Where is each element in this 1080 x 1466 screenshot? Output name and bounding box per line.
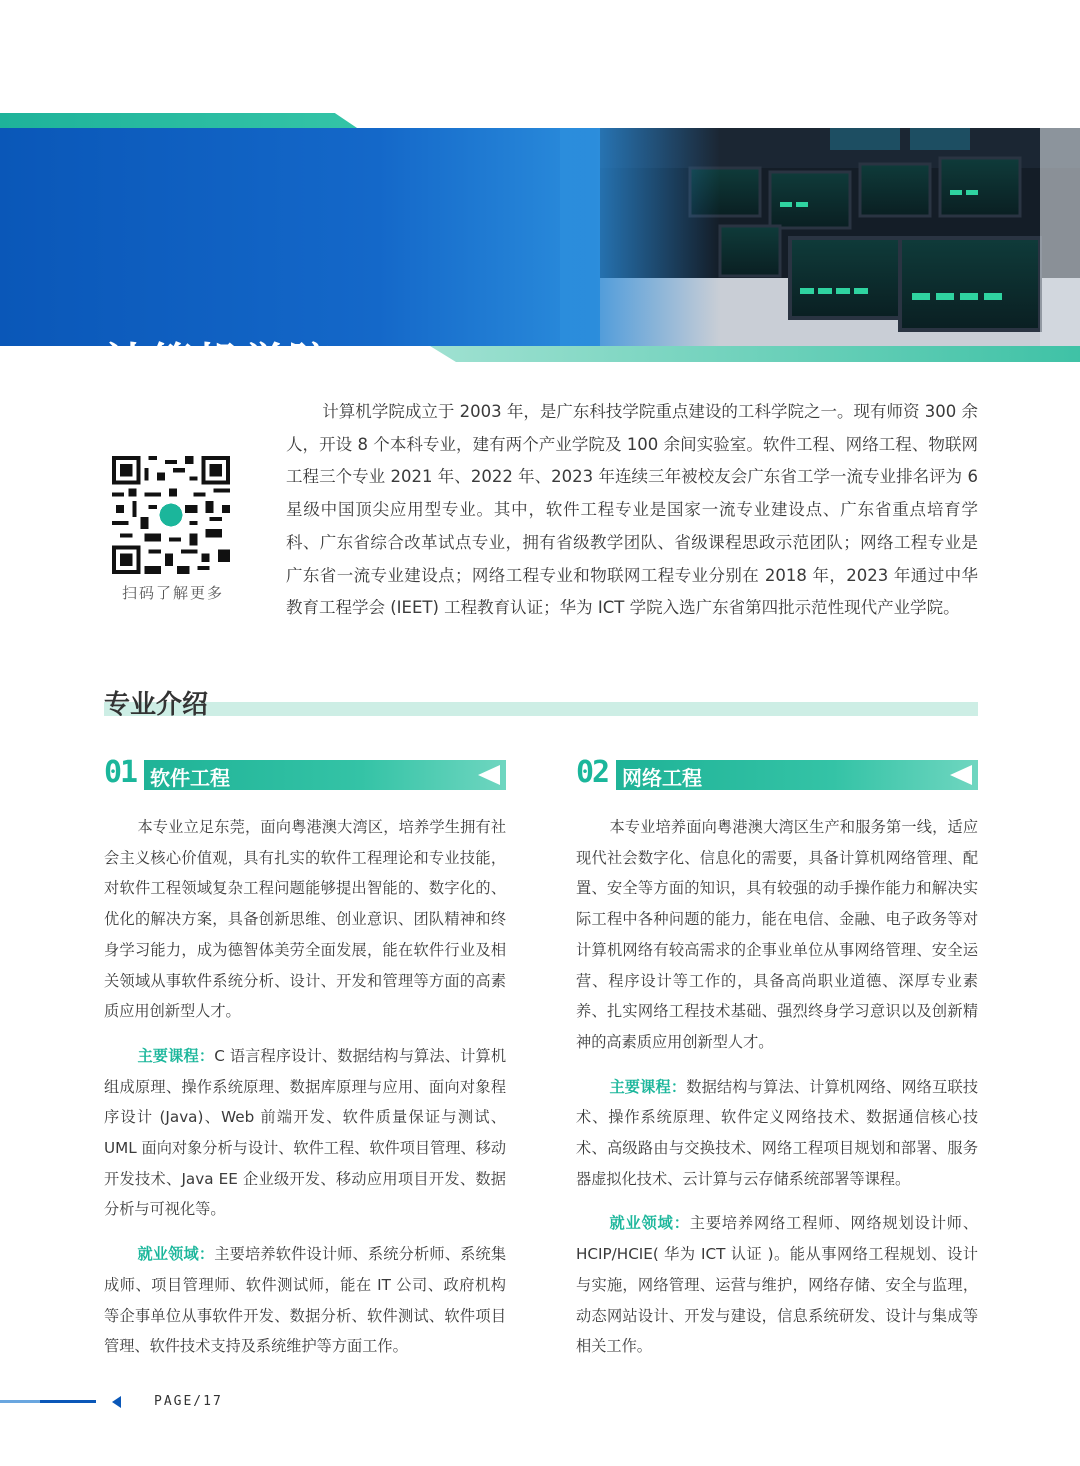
major-number: 01 bbox=[104, 755, 137, 790]
page-subtitle-en: SCHOOL OF COMPUTER SCIENCE & TECHNOLOGY bbox=[104, 390, 537, 409]
header-bottom-stripe bbox=[430, 346, 1080, 362]
courses-text: 数据结构与算法、计算机网络、网络互联技术、操作系统原理、软件定义网络技术、数据通信核心技术、高级路由与交换技术、网络工程项目规划和部署、服务器虚拟化技术、云计算与云存储系统部署等课程。 bbox=[576, 1077, 979, 1188]
section-title: 专业介绍 bbox=[104, 690, 209, 720]
triangle-left-icon bbox=[950, 765, 972, 785]
major-courses bbox=[104, 1041, 506, 1225]
major-title: 软件工程 bbox=[150, 766, 230, 790]
qr-caption: 扫码了解更多 bbox=[121, 584, 224, 602]
major-header bbox=[104, 755, 506, 790]
major-number: 02 bbox=[576, 755, 609, 790]
courses-label: 主要课程： bbox=[609, 1077, 687, 1096]
major-body bbox=[576, 812, 978, 1362]
qr-code-icon[interactable] bbox=[112, 456, 230, 574]
qr-block bbox=[112, 456, 234, 603]
major-title: 网络工程 bbox=[622, 766, 702, 790]
courses-text: C 语言程序设计、数据结构与算法、计算机组成原理、操作系统原理、数据库原理与应用、面向对象程序设计 (Java)、Web 前端开发、软件质量保证与测试、UML 面向对象分析与设计、软件工程、软件项目管理、移动开发技术、Java EE 企业级开发、移动应用项目开发、数据分析与可视化等。 bbox=[104, 1046, 507, 1219]
major-body bbox=[104, 812, 506, 1362]
career-label: 就业领域： bbox=[609, 1214, 690, 1233]
major-card-software bbox=[104, 755, 507, 1376]
major-title-bar bbox=[144, 760, 506, 790]
page-title: 计算机学院 bbox=[104, 339, 334, 390]
major-header bbox=[576, 755, 978, 790]
career-text: 主要培养软件设计师、系统分析师、系统集成师、项目管理师、软件测试师，能在 IT 公司、政府机构等企事单位从事软件开发、数据分析、软件测试、软件项目管理、软件技术支持及系统维护等方面工作。 bbox=[104, 1245, 507, 1356]
career-text: 主要培养网络工程师、网络规划设计师、HCIP/HCIE( 华为 ICT 认证 )。能从事网络工程规划、设计与实施，网络管理、运营与维护，网络存储、安全与监理，动态网站设计、开发与建设，信息系统研发、设计与集成等相关工作。 bbox=[576, 1214, 978, 1356]
banner-fade bbox=[560, 128, 720, 346]
triangle-left-icon bbox=[112, 1396, 121, 1408]
major-intro: 本专业培养面向粤港澳大湾区生产和服务第一线，适应现代社会数字化、信息化的需要，具备计算机网络管理、配置、安全等方面的知识，具有较强的动手操作能力和解决实际工程中各种问题的能力，能在电信、金融、电子政务等对计算机网络有较高需求的企事业单位从事网络管理、安全运营、程序设计等工作的，具备高尚职业道德、深厚专业素养、扎实网络工程技术基础、强烈终身学习意识以及创新精神的高素质应用创新型人才。 bbox=[576, 818, 978, 1051]
section-underline bbox=[104, 702, 978, 716]
courses-label: 主要课程： bbox=[137, 1046, 215, 1065]
footer-line-accent bbox=[0, 1400, 40, 1403]
intro-paragraph: 计算机学院成立于 2003 年，是广东科技学院重点建设的工科学院之一。现有师资 300 余人，开设 8 个本科专业，建有两个产业学院及 100 余间实验室。软件工程、网络工程、物联网工程三个专业 2021 年、2022 年、2023 年连续三年被校友会广东省工学一流专业排名评为 6 星级中国顶尖应用型专业。其中，软件工程专业是国家一流专业建设点、广东省重点培育学科、广东省综合改革试点专业，拥有省级教学团队、省级课程思政示范团队；网络工程专业是广东省一流专业建设点；网络工程专业和物联网工程专业分别在 2018 年，2023 年通过中华教育工程学会 (IEET) 工程教育认证；华为 ICT 学院入选广东省第四批示范性现代产业学院。 bbox=[286, 402, 978, 618]
major-career bbox=[104, 1239, 506, 1362]
page-number: PAGE/17 bbox=[154, 1394, 223, 1409]
major-title-bar bbox=[616, 760, 978, 790]
major-card-network bbox=[576, 755, 979, 1376]
major-courses bbox=[576, 1072, 978, 1195]
major-career bbox=[576, 1208, 978, 1362]
header-banner bbox=[0, 128, 1080, 409]
major-intro: 本专业立足东莞，面向粤港澳大湾区，培养学生拥有社会主义核心价值观，具有扎实的软件工程理论和专业技能，对软件工程领域复杂工程问题能够提出智能的、数字化的、优化的解决方案，具备创新思维、创业意识、团队精神和终身学习能力，成为德智体美劳全面发展，能在软件行业及相关领域从事软件系统分析、设计、开发和管理等方面的高素质应用创新型人才。 bbox=[104, 818, 506, 1021]
career-label: 就业领域： bbox=[137, 1245, 215, 1264]
triangle-left-icon bbox=[478, 765, 500, 785]
